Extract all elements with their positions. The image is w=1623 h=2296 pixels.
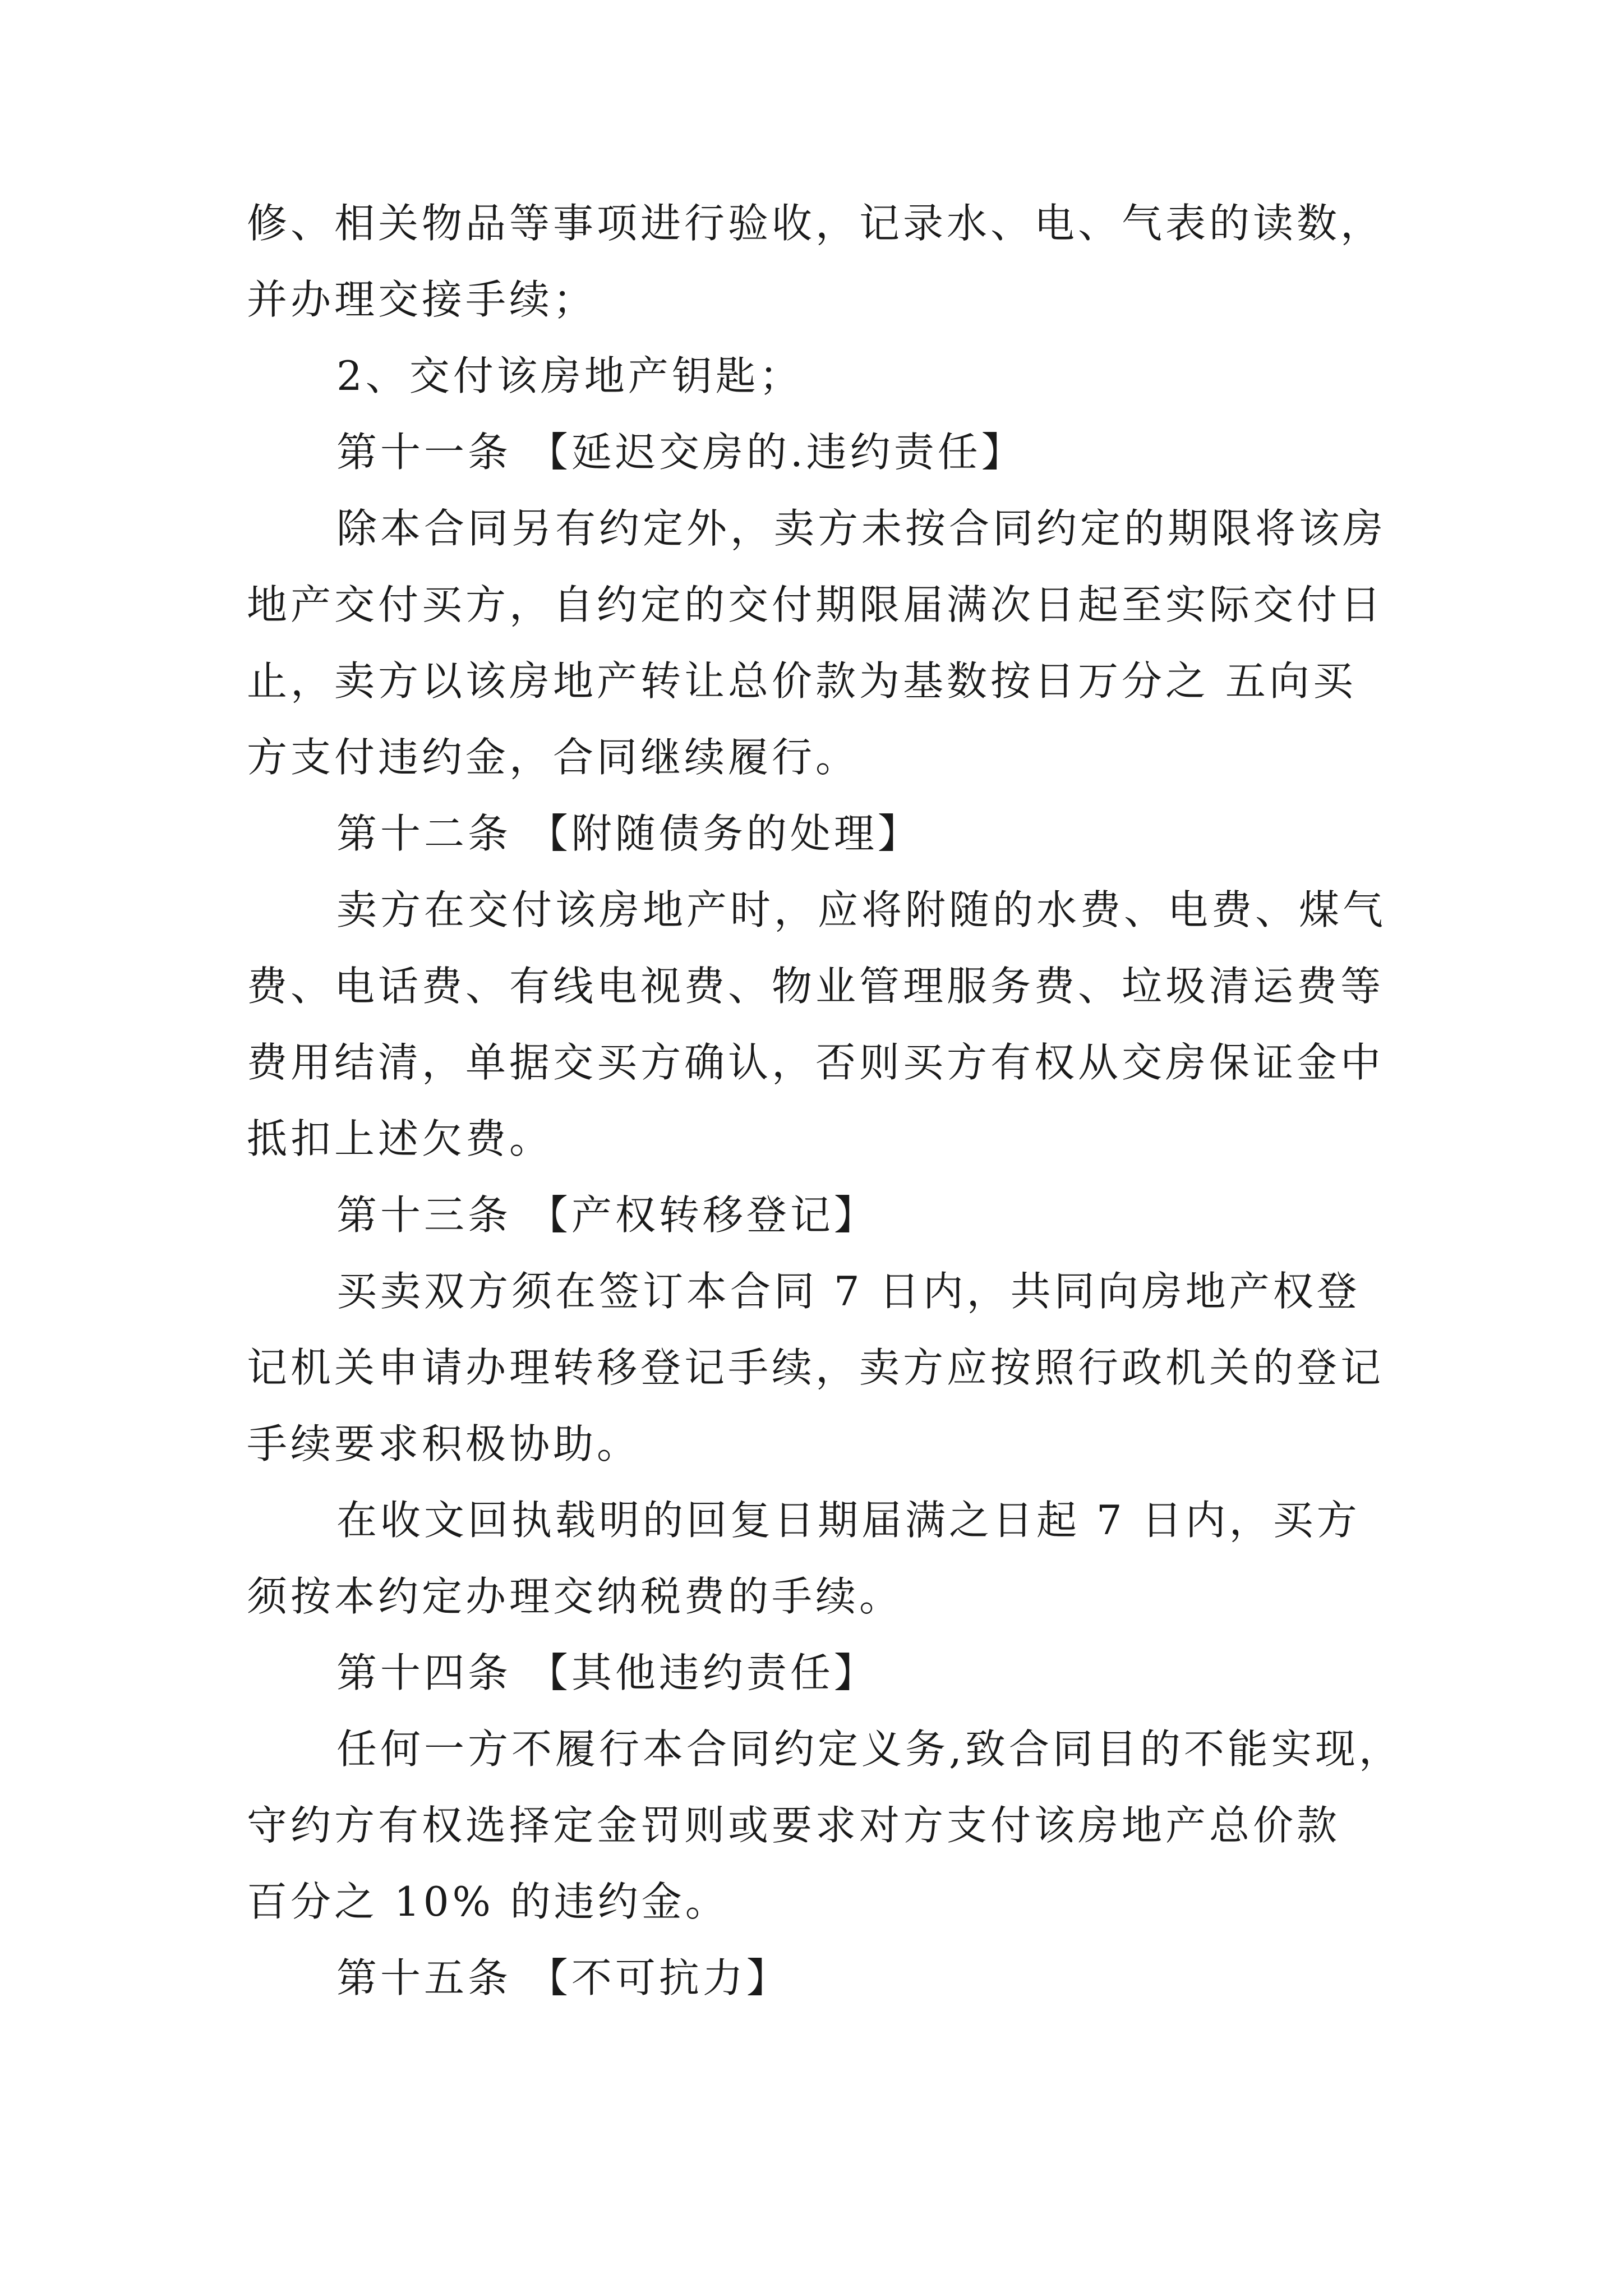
paragraph-line: 费、电话费、有线电视费、物业管理服务费、垃圾清运费等 [247,963,1385,1010]
paragraph-line: 费用结清，单据交买方确认，否则买方有权从交房保证金中 [247,1039,1385,1086]
paragraph-line: 任何一方不履行本合同约定义务,致合同目的不能实现， [336,1726,1403,1773]
list-item: 2、交付该房地产钥匙； [336,352,803,399]
paragraph-line: 并办理交接手续； [247,276,597,323]
paragraph-line: 买卖双方须在签订本合同 7 日内，共同向房地产权登 [336,1268,1361,1315]
paragraph-line: 修、相关物品等事项进行验收，记录水、电、气表的读数， [247,200,1385,247]
paragraph-line: 在收文回执载明的回复日期届满之日起 7 日内，买方 [336,1497,1361,1544]
article-heading: 第十五条 【不可抗力】 [336,1954,790,2001]
paragraph-line: 方支付违约金，合同继续履行。 [247,734,860,781]
paragraph-line: 记机关申请办理转移登记手续，卖方应按照行政机关的登记 [247,1344,1385,1391]
paragraph-line: 地产交付买方，自约定的交付期限届满次日起至实际交付日 [247,581,1385,628]
paragraph-line: 除本合同另有约定外，卖方未按合同约定的期限将该房 [336,505,1387,552]
article-heading: 第十四条 【其他违约责任】 [336,1649,878,1696]
article-heading: 第十一条 【延迟交房的.违约责任】 [336,429,1025,476]
paragraph-line: 百分之 10% 的违约金。 [247,1878,729,1925]
paragraph-line: 抵扣上述欠费。 [247,1115,554,1162]
paragraph-line: 卖方在交付该房地产时，应将附随的水费、电费、煤气 [336,886,1387,933]
paragraph-line: 手续要求积极协助。 [247,1420,641,1467]
article-heading: 第十三条 【产权转移登记】 [336,1191,878,1239]
paragraph-line: 须按本约定办理交纳税费的手续。 [247,1573,903,1620]
paragraph-line: 止，卖方以该房地产转让总价款为基数按日万分之 五向买 [247,657,1357,705]
paragraph-line: 守约方有权选择定金罚则或要求对方支付该房地产总价款 [247,1802,1341,1849]
article-heading: 第十二条 【附随债务的处理】 [336,810,921,857]
document-page [247,185,1403,2016]
